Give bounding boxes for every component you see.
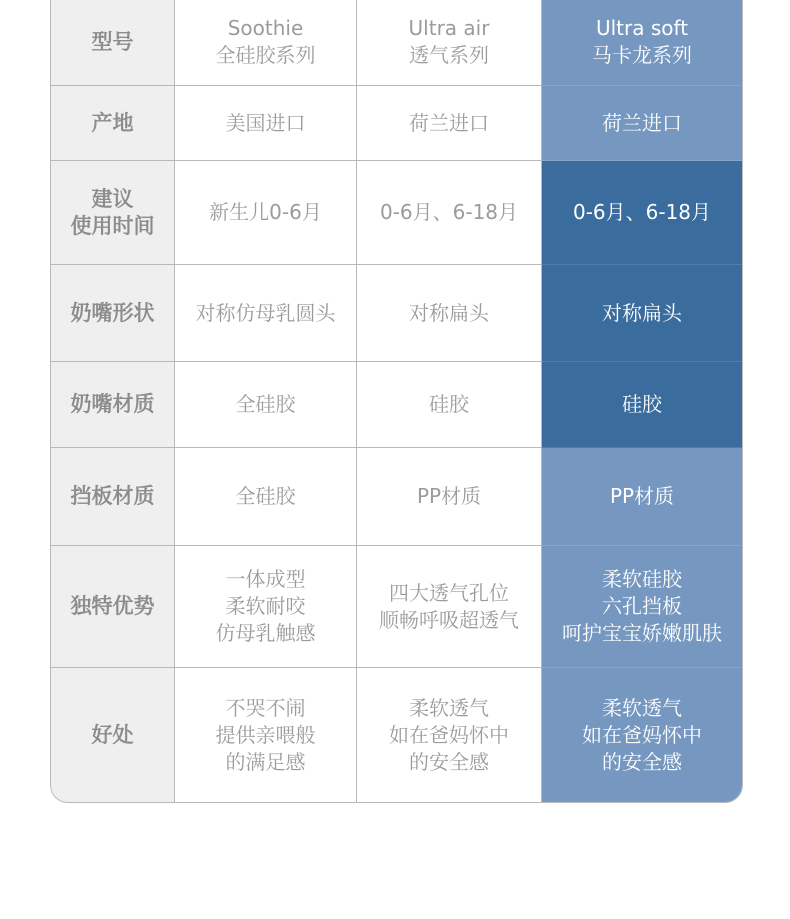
cell-ultra-air-origin xyxy=(357,86,542,161)
cell-line: 仿母乳触感 xyxy=(215,621,316,645)
row-label-line: 建议 xyxy=(91,186,134,211)
cell-line: 荷兰进口 xyxy=(409,110,489,135)
cell-ultra-soft-advantages xyxy=(542,546,742,668)
cell-ultra-air-shield-material xyxy=(357,448,542,546)
table-row-model xyxy=(51,0,742,86)
table-row-shield-material xyxy=(51,448,742,546)
cell-line: 对称仿母乳圆头 xyxy=(195,300,336,325)
cell-line: 呵护宝宝娇嫩肌肤 xyxy=(562,621,722,645)
cell-line: Soothie xyxy=(227,16,304,40)
cell-line: 一体成型 xyxy=(225,567,306,591)
row-label-line: 奶嘴材质 xyxy=(70,392,155,416)
cell-line: 美国进口 xyxy=(225,110,306,135)
row-label-line: 型号 xyxy=(91,29,134,54)
cell-soothie-nipple-material xyxy=(175,362,357,448)
table-row-origin xyxy=(51,86,742,161)
cell-line: 新生儿0-6月 xyxy=(209,200,322,224)
cell-line: 柔软耐咬 xyxy=(225,594,306,618)
cell-soothie-benefits xyxy=(175,668,357,802)
cell-line: 四大透气孔位 xyxy=(389,580,509,605)
cell-line: Ultra soft xyxy=(595,16,689,40)
cell-ultra-soft-nipple-shape xyxy=(542,265,742,362)
cell-soothie-age xyxy=(175,161,357,265)
cell-ultra-soft-benefits xyxy=(542,668,742,802)
cell-line: 全硅胶系列 xyxy=(215,43,316,67)
row-label-nipple-shape xyxy=(51,265,175,362)
cell-ultra-soft-model xyxy=(542,0,742,86)
cell-line: 硅胶 xyxy=(429,392,469,416)
row-label-line: 挡板材质 xyxy=(70,484,155,508)
cell-line: 全硅胶 xyxy=(235,392,296,416)
row-label-line: 独特优势 xyxy=(70,594,155,618)
cell-ultra-air-age xyxy=(357,161,542,265)
row-label-line: 产地 xyxy=(91,110,134,135)
cell-line: 提供亲喂般 xyxy=(215,722,316,747)
cell-line: 0-6月、6-18月 xyxy=(379,200,519,224)
comparison-table xyxy=(50,0,743,803)
cell-ultra-air-model xyxy=(357,0,542,86)
row-label-age xyxy=(51,161,175,265)
cell-soothie-shield-material xyxy=(175,448,357,546)
cell-line: 柔软硅胶 xyxy=(602,567,682,591)
cell-line: 不哭不闹 xyxy=(225,695,306,720)
cell-soothie-origin xyxy=(175,86,357,161)
cell-line: 柔软透气 xyxy=(602,695,682,720)
cell-ultra-air-nipple-shape xyxy=(357,265,542,362)
cell-ultra-soft-age xyxy=(542,161,742,265)
cell-line: Ultra air xyxy=(408,16,490,40)
row-label-shield-material xyxy=(51,448,175,546)
cell-ultra-soft-nipple-material xyxy=(542,362,742,448)
row-label-advantages xyxy=(51,546,175,668)
cell-line: 的安全感 xyxy=(409,749,489,774)
row-label-line: 好处 xyxy=(91,722,134,747)
row-label-model xyxy=(51,0,175,86)
cell-line: 对称扁头 xyxy=(409,300,489,325)
cell-ultra-air-nipple-material xyxy=(357,362,542,448)
table-row-age xyxy=(51,161,742,265)
cell-line: 硅胶 xyxy=(622,392,662,416)
table-row-benefits xyxy=(51,668,742,802)
table-row-nipple-material xyxy=(51,362,742,448)
cell-soothie-advantages xyxy=(175,546,357,668)
cell-soothie-model xyxy=(175,0,357,86)
cell-line: PP材质 xyxy=(609,484,675,508)
cell-line: 全硅胶 xyxy=(235,484,296,508)
cell-line: 荷兰进口 xyxy=(602,110,682,135)
cell-line: 对称扁头 xyxy=(602,300,682,325)
table-row-nipple-shape xyxy=(51,265,742,362)
row-label-nipple-material xyxy=(51,362,175,448)
cell-line: 的安全感 xyxy=(602,749,682,774)
cell-ultra-soft-shield-material xyxy=(542,448,742,546)
cell-ultra-air-advantages xyxy=(357,546,542,668)
cell-line: PP材质 xyxy=(416,484,482,508)
row-label-line: 奶嘴形状 xyxy=(70,300,155,325)
cell-ultra-soft-origin xyxy=(542,86,742,161)
cell-line: 顺畅呼吸超透气 xyxy=(379,607,519,632)
row-label-benefits xyxy=(51,668,175,802)
cell-line: 透气系列 xyxy=(409,43,489,67)
cell-line: 六孔挡板 xyxy=(602,594,682,618)
cell-line: 0-6月、6-18月 xyxy=(572,200,712,224)
cell-line: 的满足感 xyxy=(225,749,306,774)
cell-line: 马卡龙系列 xyxy=(592,43,692,67)
row-label-line: 使用时间 xyxy=(70,213,155,238)
cell-line: 如在爸妈怀中 xyxy=(582,722,702,747)
row-label-origin xyxy=(51,86,175,161)
table-row-advantages xyxy=(51,546,742,668)
cell-ultra-air-benefits xyxy=(357,668,542,802)
cell-line: 如在爸妈怀中 xyxy=(389,722,509,747)
cell-soothie-nipple-shape xyxy=(175,265,357,362)
cell-line: 柔软透气 xyxy=(409,695,489,720)
